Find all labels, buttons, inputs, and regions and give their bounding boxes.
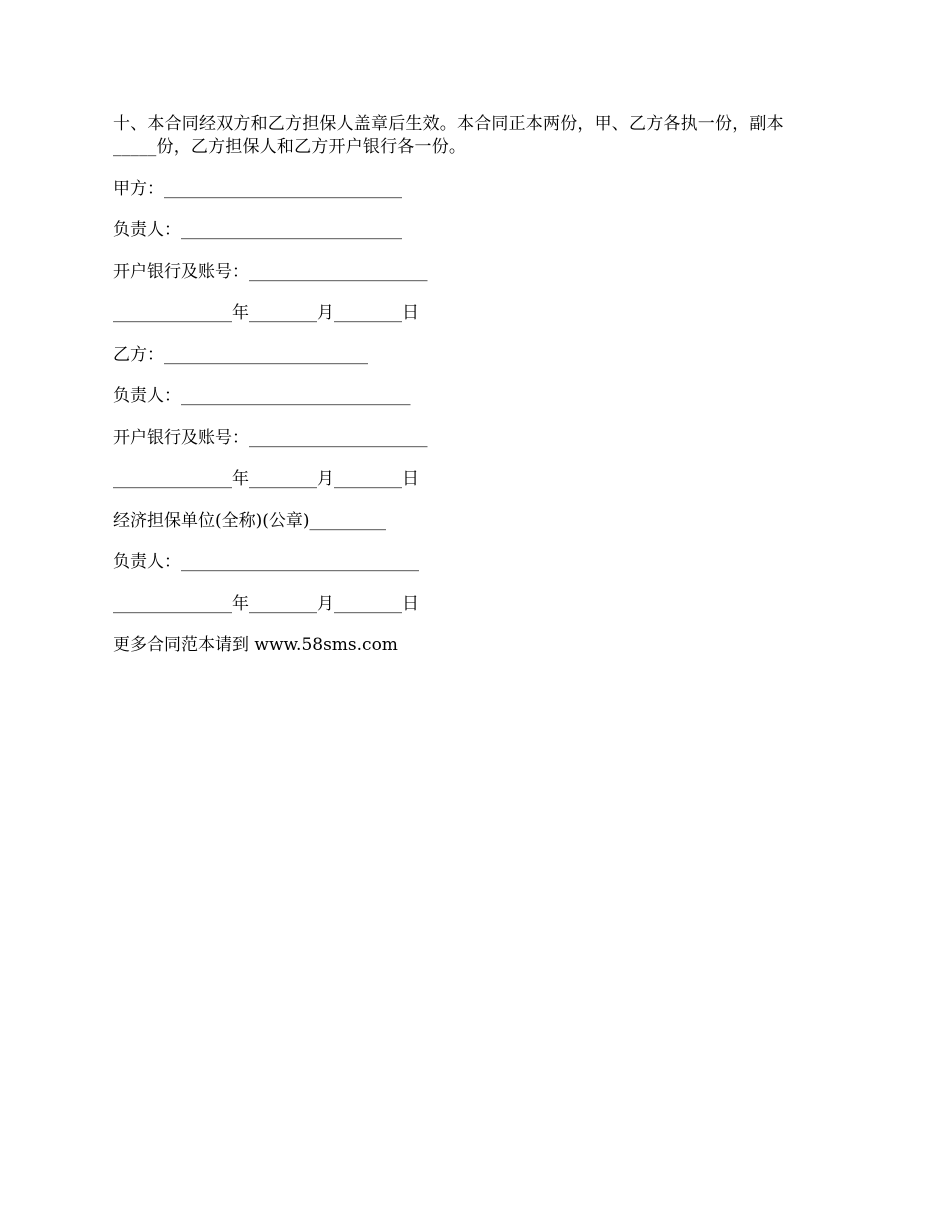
party-b-bank-line: 开户银行及账号：_____________________ bbox=[113, 427, 428, 448]
guarantor-responsible-line: 负责人：____________________________ bbox=[113, 552, 419, 572]
party-b-responsible-line: 负责人：___________________________ bbox=[113, 386, 411, 406]
footer-note: 更多合同范本请到 www.58sms.com bbox=[113, 635, 398, 655]
party-a-name-line: 甲方：____________________________ bbox=[113, 178, 402, 199]
guarantor-name-line: 经济担保单位(全称)(公章)_________ bbox=[113, 510, 387, 531]
contract-body bbox=[113, 113, 840, 657]
party-a-bank-line: 开户银行及账号：_____________________ bbox=[113, 261, 428, 282]
clause-ten-line-2: _____份，乙方担保人和乙方开户银行各一份。 bbox=[113, 137, 467, 157]
guarantor-date-line: ______________年________月________日 bbox=[113, 593, 419, 614]
party-a-responsible-line: 负责人：__________________________ bbox=[113, 220, 402, 240]
party-b-name-line: 乙方：________________________ bbox=[113, 344, 368, 365]
clause-ten bbox=[113, 113, 840, 159]
clause-ten-line-1: 十、本合同经双方和乙方担保人盖章后生效。本合同正本两份，甲、乙方各执一份，副本 bbox=[113, 114, 784, 134]
party-a-date-line: ______________年________月________日 bbox=[113, 303, 419, 323]
party-b-date-line: ______________年________月________日 bbox=[113, 469, 419, 489]
